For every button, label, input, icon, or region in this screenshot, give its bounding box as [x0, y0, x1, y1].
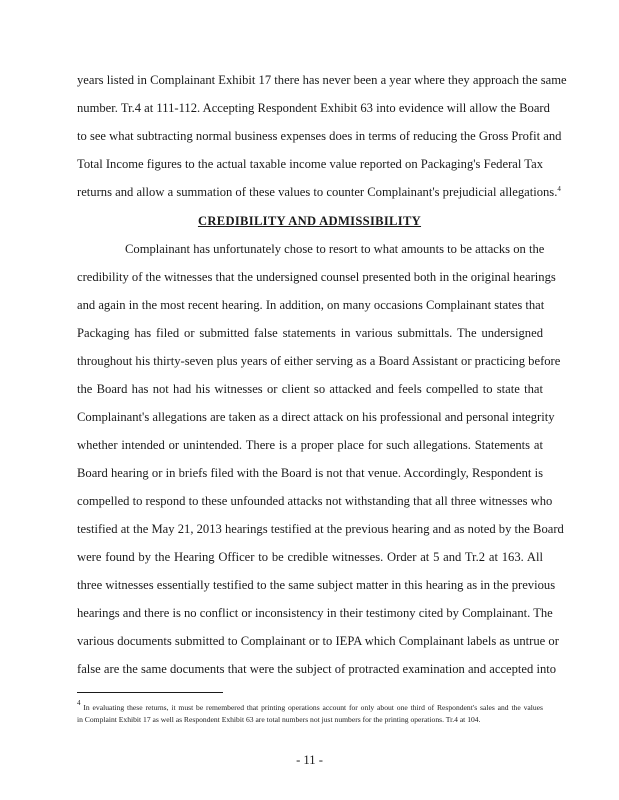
- body-line: Packaging has filed or submitted false statements in various submittals. The undersigned: [77, 326, 543, 340]
- footnote-text: In evaluating these returns, it must be remembered that printing operations account for only about one third of Respondent's sales and the values: [83, 703, 543, 712]
- footnote-marker: 4: [77, 699, 81, 707]
- section-heading: CREDIBILITY AND ADMISSIBILITY: [197, 214, 422, 228]
- body-line: years listed in Complainant Exhibit 17 there has never been a year where they approach the same: [77, 73, 567, 87]
- footnote-reference[interactable]: 4: [557, 185, 561, 193]
- body-line: and again in the most recent hearing. In addition, on many occasions Complainant states that: [77, 298, 545, 312]
- body-line: the Board has not had his witnesses or client so attacked and feels compelled to state that: [77, 382, 543, 396]
- body-line: hearings and there is no conflict or inconsistency in their testimony cited by Complainant. The: [77, 606, 553, 620]
- body-line: credibility of the witnesses that the undersigned counsel presented both in the original hearings: [77, 270, 556, 284]
- body-line: testified at the May 21, 2013 hearings testified at the previous hearing and as noted by the Board: [77, 522, 564, 536]
- body-line: false are the same documents that were the subject of protracted examination and accepted into: [77, 662, 557, 676]
- body-line: throughout his thirty-seven plus years of either serving as a Board Assistant or practicing before: [77, 354, 561, 368]
- page-number: - 11 -: [296, 753, 323, 767]
- body-line: were found by the Hearing Officer to be credible witnesses. Order at 5 and Tr.2 at 163. All: [77, 550, 543, 564]
- body-line: Complainant has unfortunately chose to resort to what amounts to be attacks on the: [125, 242, 545, 256]
- body-line-text: returns and allow a summation of these values to counter Complainant's prejudicial allegations.: [77, 185, 558, 199]
- body-line: to see what subtracting normal business expenses does in terms of reducing the Gross Profit and: [77, 129, 562, 143]
- body-line: number. Tr.4 at 111-112. Accepting Respondent Exhibit 63 into evidence will allow the Board: [77, 101, 550, 115]
- body-line: compelled to respond to these unfounded attacks not withstanding that all three witnesses who: [77, 494, 553, 508]
- footnote-line: [77, 699, 543, 713]
- body-line: [77, 184, 561, 200]
- footnote-line: in Complaint Exhibit 17 as well as Respondent Exhibit 63 are total numbers not just numbers for the printing operations. Tr.4 at 104.: [77, 715, 481, 724]
- body-line: various documents submitted to Complainant or to IEPA which Complainant labels as untrue or: [77, 634, 559, 648]
- body-line: whether intended or unintended. There is a proper place for such allegations. Statements at: [77, 438, 543, 452]
- body-line: Complainant's allegations are taken as a direct attack on his professional and personal integrity: [77, 410, 555, 424]
- footnote-separator: [77, 692, 223, 693]
- body-line: Board hearing or in briefs filed with the Board is not that venue. Accordingly, Respondent is: [77, 466, 543, 480]
- body-line: Total Income figures to the actual taxable income value reported on Packaging's Federal Tax: [77, 157, 543, 171]
- body-line: three witnesses essentially testified to the same subject matter in this hearing as in the previous: [77, 578, 556, 592]
